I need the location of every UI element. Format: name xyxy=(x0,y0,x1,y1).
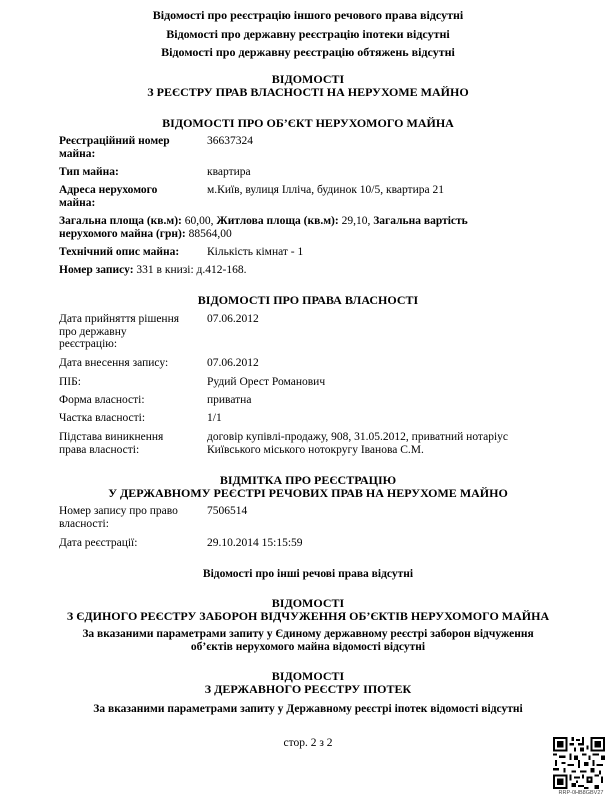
type-value: квартира xyxy=(207,166,251,178)
registry-title-1: ВІДОМОСТІ xyxy=(271,72,345,86)
basis-label: Підстава виникнення права власності: xyxy=(59,431,164,456)
ownership-form-value: приватна xyxy=(207,394,252,406)
ownership-share-value: 1/1 xyxy=(207,412,222,424)
mortgage-text: За вказаними параметрами запиту у Державному реєстрі іпотек відомості відсутні xyxy=(93,703,523,715)
owner-name-label: ПІБ: xyxy=(59,376,81,388)
tech-desc-value: Кількість кімнат - 1 xyxy=(207,246,304,258)
entry-date-label: Дата внесення запису: xyxy=(59,357,169,369)
registration-date-label: Дата реєстрації: xyxy=(59,537,138,549)
ownership-share-label: Частка власності: xyxy=(59,412,146,424)
no-other-rights-note: Відомості про інші речові права відсутні xyxy=(202,568,414,580)
address-label: Адреса нерухомого майна: xyxy=(59,184,158,209)
qr-caption: RRP-0HB8GBV27 xyxy=(558,790,604,796)
prohibitions-text-1: За вказаними параметрами запиту у Єдиному державному реєстрі заборон відчуження xyxy=(82,628,534,640)
reg-number-label: Реєстраційний номер майна: xyxy=(59,135,170,160)
rights-section-title: ВІДОМОСТІ ПРО ПРАВА ВЛАСНОСТІ xyxy=(197,293,419,307)
entry-date-value: 07.06.2012 xyxy=(207,357,259,369)
registry-title-2: З РЕЄСТРУ ПРАВ ВЛАСНОСТІ НА НЕРУХОМЕ МАЙНО xyxy=(147,85,469,99)
page-number: стор. 2 з 2 xyxy=(283,737,333,749)
header-no-other-rights: Відомості про реєстрацію іншого речового права відсутні xyxy=(152,8,464,22)
owner-name-value: Рудий Орест Романович xyxy=(207,376,326,388)
object-section-title: ВІДОМОСТІ ПРО ОБ’ЄКТ НЕРУХОМОГО МАЙНА xyxy=(162,116,454,130)
address-value: м.Київ, вулиця Ілліча, будинок 10/5, квартира 21 xyxy=(207,184,444,196)
state-registry-title-1: ВІДМІТКА ПРО РЕЄСТРАЦІЮ xyxy=(219,473,397,487)
registration-date-value: 29.10.2014 15:15:59 xyxy=(207,537,303,549)
prohibitions-text-2: об’єктів нерухомого майна відомості відсутні xyxy=(190,641,426,653)
prohibitions-title-1: ВІДОМОСТІ xyxy=(271,596,345,610)
ownership-record-label: Номер запису про право власності: xyxy=(59,505,178,530)
type-label: Тип майна: xyxy=(59,166,119,178)
area-line-1: Загальна площа (кв.м): 60,00, Житлова площа (кв.м): 29,10, Загальна вартість xyxy=(59,215,468,227)
state-registry-title-2: У ДЕРЖАВНОМУ РЕЄСТРІ РЕЧОВИХ ПРАВ НА НЕРУХОМЕ МАЙНО xyxy=(108,486,508,500)
prohibitions-title-2: З ЄДИНОГО РЕЄСТРУ ЗАБОРОН ВІДЧУЖЕННЯ ОБ’ЄКТІВ НЕРУХОМОГО МАЙНА xyxy=(66,609,550,623)
header-no-mortgage: Відомості про державну реєстрацію іпотеки відсутні xyxy=(166,27,450,41)
basis-value: договір купівлі-продажу, 908, 31.05.2012, приватний нотаріус Київського міського нотокругу Іванова С.М. xyxy=(207,431,508,456)
record-number: Номер запису: 331 в книзі: д.412-168. xyxy=(59,264,247,276)
tech-desc-label: Технічний опис майна: xyxy=(59,246,180,258)
mortgage-title-2: З ДЕРЖАВНОГО РЕЄСТРУ ІПОТЕК xyxy=(204,682,412,696)
accept-date-label: Дата прийняття рішення про державну реєстрацію: xyxy=(59,313,180,350)
ownership-form-label: Форма власності: xyxy=(59,394,145,406)
header-no-encumbrance: Відомості про державну реєстрацію обтяжень відсутні xyxy=(161,45,455,59)
area-line-2: нерухомого майна (грн): 88564,00 xyxy=(59,228,232,240)
qr-code xyxy=(553,737,605,789)
ownership-record-value: 7506514 xyxy=(207,505,248,517)
accept-date-value: 07.06.2012 xyxy=(207,313,259,325)
mortgage-title-1: ВІДОМОСТІ xyxy=(271,669,345,683)
reg-number-value: 36637324 xyxy=(207,135,253,147)
